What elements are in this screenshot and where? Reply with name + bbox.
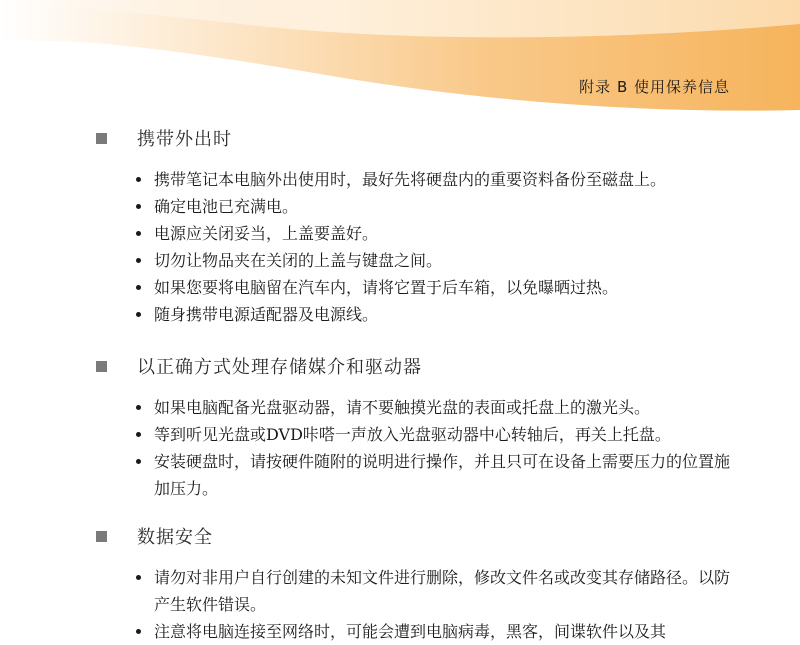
- bullet-dot-icon: [136, 177, 141, 182]
- list-item: [134, 220, 734, 247]
- bullet-list: [134, 564, 756, 645]
- bullet-dot-icon: [136, 575, 141, 580]
- bullet-dot-icon: [136, 312, 141, 317]
- list-item-text: 携带笔记本电脑外出使用时，最好先将硬盘内的重要资料备份至磁盘上。: [154, 170, 667, 189]
- section-heading: [96, 126, 756, 150]
- list-item-text: 等到听见光盘或DVD咔嗒一声放入光盘驱动器中心转轴后，再关上托盘。: [154, 425, 671, 444]
- section-heading: [96, 524, 756, 548]
- section-travel: [96, 126, 756, 328]
- section-storage-media: [96, 354, 756, 502]
- list-item: [134, 247, 734, 274]
- list-item-text: 电源应关闭妥当，上盖要盖好。: [154, 224, 379, 243]
- section-heading: [96, 354, 756, 378]
- bullet-dot-icon: [136, 258, 141, 263]
- list-item-text: 如果您要将电脑留在汽车内，请将它置于后车箱，以免曝晒过热。: [154, 278, 619, 297]
- list-item: [134, 448, 734, 502]
- list-item-text: 随身携带电源适配器及电源线。: [154, 305, 379, 324]
- list-item-text: 确定电池已充满电。: [154, 197, 299, 216]
- bullet-list: [134, 394, 756, 502]
- list-item: [134, 301, 734, 328]
- page-header-title: 附录 B 使用保养信息: [579, 78, 730, 96]
- bullet-dot-icon: [136, 405, 141, 410]
- list-item: [134, 193, 734, 220]
- bullet-dot-icon: [136, 432, 141, 437]
- square-bullet-icon: [96, 531, 107, 542]
- list-item-text: 切勿让物品夹在关闭的上盖与键盘之间。: [154, 251, 443, 270]
- header-banner: [0, 0, 800, 120]
- square-bullet-icon: [96, 133, 107, 144]
- list-item: [134, 274, 734, 301]
- bullet-dot-icon: [136, 231, 141, 236]
- section-title: 以正确方式处理存储媒介和驱动器: [137, 357, 422, 378]
- list-item-text: 注意将电脑连接至网络时，可能会遭到电脑病毒，黑客，间谍软件以及其: [154, 622, 667, 641]
- list-item: [134, 394, 734, 421]
- list-item-text: 如果电脑配备光盘驱动器，请不要触摸光盘的表面或托盘上的激光头。: [154, 398, 651, 417]
- section-title: 携带外出时: [137, 129, 232, 150]
- list-item-text: 安装硬盘时，请按硬件随附的说明进行操作，并且只可在设备上需要压力的位置施加压力。: [154, 452, 731, 498]
- section-data-security: [96, 524, 756, 645]
- bullet-dot-icon: [136, 629, 141, 634]
- list-item: [134, 421, 734, 448]
- section-title: 数据安全: [137, 527, 213, 548]
- square-bullet-icon: [96, 361, 107, 372]
- list-item-text: 请勿对非用户自行创建的未知文件进行删除，修改文件名或改变其存储路径。以防产生软件错误。: [154, 568, 731, 614]
- list-item: [134, 618, 734, 645]
- bullet-dot-icon: [136, 204, 141, 209]
- bullet-list: [134, 166, 756, 328]
- list-item: [134, 166, 734, 193]
- bullet-dot-icon: [136, 285, 141, 290]
- bullet-dot-icon: [136, 459, 141, 464]
- list-item: [134, 564, 734, 618]
